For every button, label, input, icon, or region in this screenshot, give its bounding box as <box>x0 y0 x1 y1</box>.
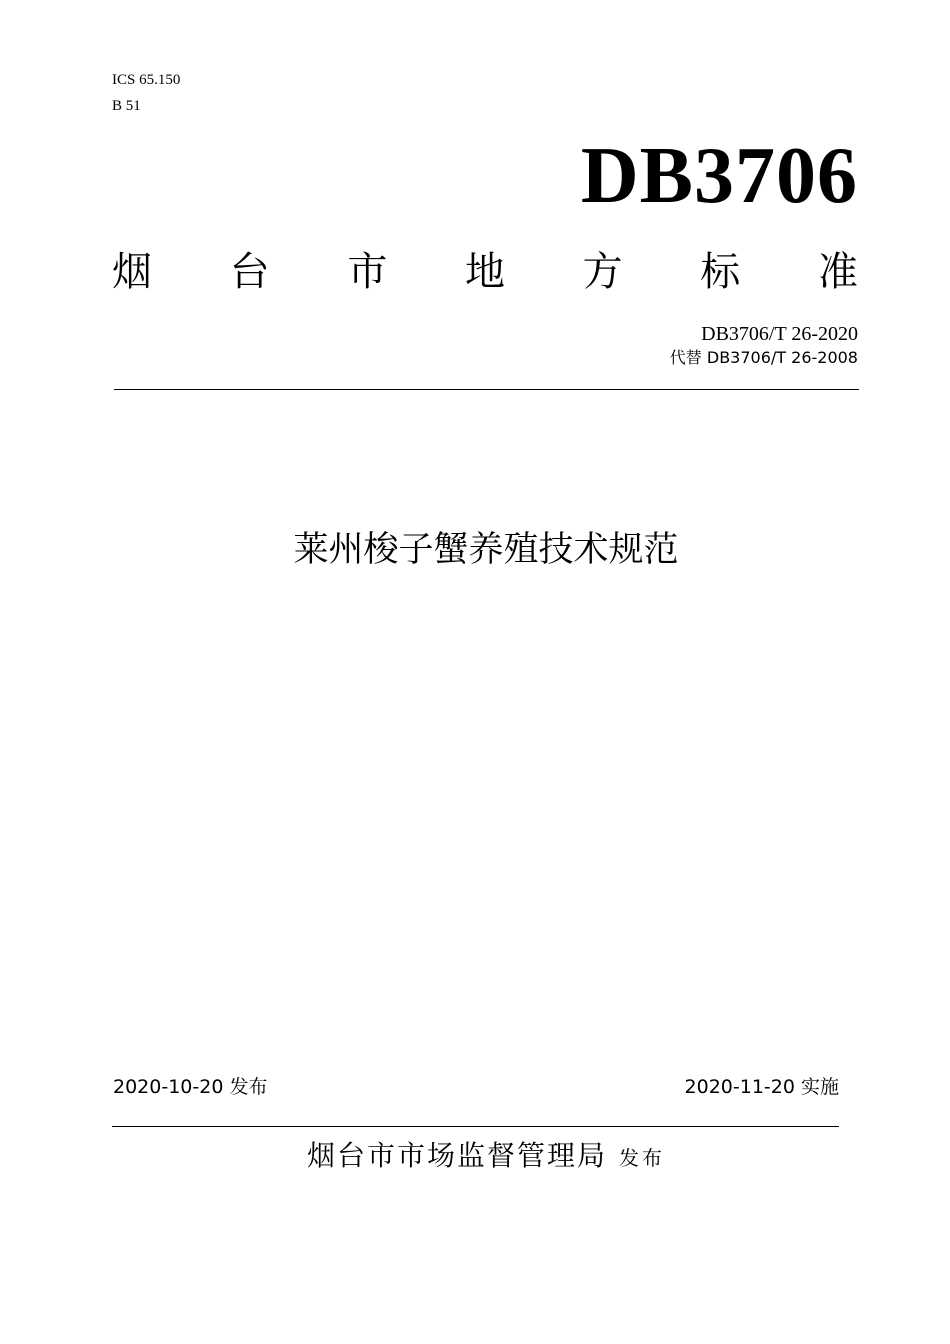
issuer-suffix: 发布 <box>619 1146 665 1170</box>
standard-type-char: 台 <box>229 249 270 295</box>
header-divider <box>114 389 859 390</box>
standard-type-char: 准 <box>817 249 858 295</box>
document-title: 莱州梭子蟹养殖技术规范 <box>293 530 679 570</box>
issuer-line <box>0 1138 950 1178</box>
publish-date: 2020-10-20 发布 <box>113 1076 268 1098</box>
ics-code: ICS 65.150 <box>112 72 181 88</box>
replaces-standard: 代替 DB3706/T 26-2008 <box>669 348 858 367</box>
ccs-code: B 51 <box>112 98 141 114</box>
standard-type-char: 烟 <box>112 249 152 295</box>
standard-number: DB3706/T 26-2020 <box>701 323 858 345</box>
issuer-name: 烟台市市场监督管理局 <box>306 1139 607 1172</box>
standard-type-char: 市 <box>347 249 388 295</box>
standard-type-char: 地 <box>464 249 505 295</box>
standard-type-heading <box>112 248 858 296</box>
effective-date: 2020-11-20 实施 <box>684 1076 839 1098</box>
standard-type-char: 方 <box>582 249 623 295</box>
standard-prefix-code: DB3706 <box>580 132 858 220</box>
standard-type-char: 标 <box>700 249 741 295</box>
footer-divider <box>112 1126 839 1127</box>
